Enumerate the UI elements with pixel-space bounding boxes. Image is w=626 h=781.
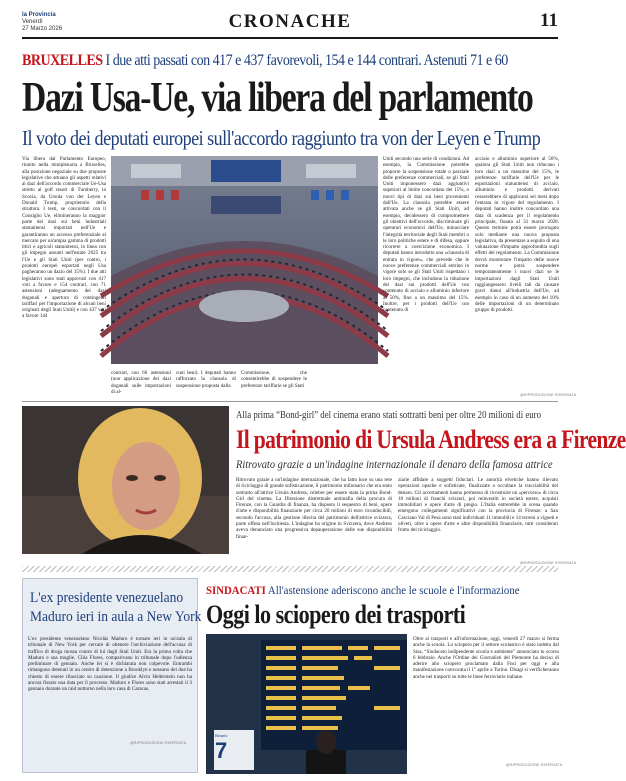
ursula-andress-portrait bbox=[22, 406, 229, 554]
board-label: Binario bbox=[215, 733, 228, 738]
parliament-photo bbox=[111, 156, 378, 364]
article2-subtitle: Ritrovato grazie a un'indagine internazionale il denaro della famosa attrice bbox=[236, 457, 553, 471]
issue-date: 27 Marzo 2026 bbox=[22, 26, 63, 32]
article2-title: Il patrimonio di Ursula Andress era a Firenze bbox=[236, 425, 626, 454]
article3-title-line2: Maduro ieri in aula a New York bbox=[30, 609, 202, 625]
article1-kicker-text: I due atti passati con 417 e 437 favorevoli, 154 e 144 contrari. Astenuti 71 e 60 bbox=[105, 52, 508, 69]
page-number: 11 bbox=[540, 10, 558, 31]
article1-col6: acciaio e alluminio superiore al 50%, qualora gli Stati Uniti non riducano i loro dazi a un massimo del 15%, le preferenze tariffarie dell'Ue per le esportazioni statunitensi di acciaio, alluminio e prodotti derivati cesserebbero di applicarsi sei mesi dopo l'entrata in vigore del regolamento. I deputati hanno inoltre concordato una data di scadenza per il regolamento principale, fissata al 31 marzo 2028. Questo termine potrà essere prorogato solo mediante una nuova proposta legislativa, da presentare a seguito di una valutazione d'impatto approfondita sugli effetti del regolamento. La Commissione dovrà monitorare l'impatto delle nuove norme e potrà sospendere temporaneamente i nuovi dazi se le importazioni dagli Stati Uniti raggiungessero livelli tali da causare gravi danni all'industria dell'Ue, ad esempio in caso di un aumento del 10% delle importazioni di un determinato gruppo di prodotti. bbox=[475, 156, 559, 314]
board-number: 7 bbox=[215, 738, 228, 763]
article1-col2: contrari, con 60 astensioni (non applicazione dei dazi doganali sulle importazioni di al- bbox=[111, 370, 171, 395]
article3-title-line1: L'ex presidente venezuelano bbox=[30, 590, 184, 606]
article2-col1: Ritrovato grazie a un'indagine internazionale, che ha fatto luce su una rete di riciclaggio di grande sofisticazione, il patrimonio milionario che era stato sottratto all'attrice Ursula Andress, celebre per essere stata la prima Bond-Girl del cinema. La Direzione distrettuale antimafia della procura di Firenze, con la Guardia di finanza, ha disposto il sequestro di beni, opere d'arte e disponibilità finanziarie per circa 20 milioni di euro riconducibili, secondo l'accusa, alla gestione illecita del patrimonio dell'attrice svizzera, parte offesa nell'inchiesta. L'indagine ha origine in Svizzera, dove Andress aveva denunciato una progressiva depauperazione delle sue disponibilità finan- bbox=[236, 477, 392, 540]
separator-hatch bbox=[22, 566, 558, 572]
parliament-hemicycle-image bbox=[111, 156, 378, 364]
article1-col3: cuni beni). I deputati hanno rafforzato la clausola di sospensione proposta dalla bbox=[176, 370, 236, 389]
article4-kicker-text: All'astensione aderiscono anche le scuole e l'informazione bbox=[267, 583, 520, 597]
article2-col2: ziarie affidate a soggetti fiduciari. Le autorità elvetiche hanno rilevato operazioni opache e sofisticate, finalizzate a occultare la tracciabilità del denaro. Gli accertamenti hanno permesso di ricostruire un «percorso» di circa 18 milioni di franchi svizzeri, poi reinvestiti in società estere, acquisti immobiliari e opere d'arte di pregio. L'Italia entrerebbe in scena quando emergono collegamenti significativi con la provincia di Firenze: a San Casciano Val di Pesa sono stati individuati 11 immobili e 14 terreni a vigneti e oliveti, oltre a opere d'arte e altre disponibilità finanziarie, tutti considerati frutto del riciclaggio. bbox=[398, 477, 558, 534]
article1-col4: Commissione, che consentirebbe di sospendere le preferenze tariffarie se gli Stati bbox=[241, 370, 307, 389]
article4-kicker: SINDACATI bbox=[206, 583, 266, 597]
article4-body: Oltre ai trasporti e all'informazione, oggi, venerdì 27 marzo si ferma anche la scuola. Lo sciopero per il settore scolastico è stato indetto dal Sisa, “Sindacato indipendente scuola e ambiente” annunciato lo scorso 6 febbraio. Anche l'Ordine dei Giornalisti del Piemonte ha deciso di aderire allo sciopero proclamato dalla Fnsi per oggi e alla manifestazione convocata il 1° aprile a Torino. Disagi si verificheranno anche nei trasporti su tutte le linee ferroviarie italiane. bbox=[413, 636, 559, 680]
article1-kicker-line bbox=[22, 52, 508, 70]
departures-board-image bbox=[206, 634, 407, 774]
section-title: CRONACHE bbox=[228, 11, 352, 32]
article1-photo-credit: @RIPRODUZIONE RISERVATA bbox=[520, 393, 577, 397]
article1-kicker: BRUXELLES bbox=[22, 52, 103, 69]
article4-credit: @RIPRODUZIONE RISERVATA bbox=[506, 763, 563, 767]
article1-title: Dazi Usa-Ue, via libera del parlamento bbox=[22, 75, 533, 121]
article2-photo-credit: @RIPRODUZIONE RISERVATA bbox=[520, 561, 577, 565]
article1-subtitle: Il voto dei deputati europei sull'accordo raggiunto tra von der Leyen e Trump bbox=[22, 126, 541, 150]
article2-kicker: Alla prima “Bond-girl” del cinema erano stati sottratti beni per oltre 20 milioni di euro bbox=[236, 410, 541, 421]
article1-col5: Uniti secondo una serie di condizioni. Ad esempio, la Commissione potrebbe proporre la sospensione totale o parziale delle preferenze commerciali, se gli Stati Uniti imponessero dazi aggiuntivi superiori al limite concordato del 15%, o nuovi tipi di dazi sui beni provenienti dall'Ue. La clausola potrebbe essere attivata anche se gli Stati Uniti, ad esempio, decidessero di compromettere gli obiettivi dell'accordo, discriminare gli operatori economici dell'Ue, minacciare l'integrità territoriale degli Stati membri o le loro politiche estere e di difesa, oppure ricorrere a coercizione economica. I deputati hanno introdotto una «clausola di entrata in vigore», che prevede che le nuove preferenze commerciali entrino in vigore solo se gli Stati Uniti rispettano i loro impegni, che includono la riduzione dei dazi sui prodotti dell'Ue con contenuto di acciaio e alluminio inferiore al 50%, fino a un massimo del 15%. Inoltre, per i prodotti dell'Ue con contenuto di bbox=[383, 156, 469, 314]
departures-photo bbox=[206, 634, 407, 774]
article3-body: L'ex presidente venezuelano Nicolás Maduro è tornato ieri in un'aula di tribunale di New York per cercare di ottenere l'archiviazione dell'accusa di traffico di droga mossa contro di lui dagli Stati Uniti. Era la prima volta che Maduro e sua moglie, Cilia Flores, comparivano in tribunale dopo l'udienza preliminare di gennaio. Anche lei si è dichiarata non colpevole. Entrambi rimangono detenuti in un centro di detenzione a Brooklyn e nessuno dei due ha chiesto di essere rilasciato su cauzione. Il giudice Alvin Hellerstein non ha ancora fissato una data per il processo. Maduro e Flores sono stati arrestati il 3 gennaio durante un raid notturno nella loro casa di Caracas. bbox=[28, 636, 192, 693]
article1-bottom-rule bbox=[22, 401, 558, 402]
article3-credit: @RIPRODUZIONE RISERVATA bbox=[130, 741, 187, 745]
article1-col1: Via libera dal Parlamento Europeo, riunito nella miniplenaria a Bruxelles, alla posizione negoziale su due proposte legislative che attuano gli aspetti relativi ai dazi dell'accordo commerciale Ue-Usa stretto al golf resort di Turnberry, in Scozia, da Ursula von der Leyen e Donald Trump, proprietario della struttura. I testi, se concordati con il Consiglio Ue, elimineranno la maggior parte dei dazi sui beni industriali statunitensi importati nell'Ue e garantiranno un accesso preferenziale al mercato per un'ampia gamma di prodotti ittici e agricoli statunitensi, in linea con gli impegni assunti nell'estate 2025 tra l'Ue e gli Stati Uniti (per contro, i prodotti europei esportati negli Usa pagheranno un dazio del 15%). I due atti legislativi sono stati approvati con 417 voti a favore e 154 contrari, con 71 astensioni (adeguamento dei dazi doganali e apertura di contingenti tariffari per l'importazione di alcuni beni originari degli Stati Uniti) e con 437 voti a favore 144 bbox=[22, 156, 106, 320]
issue-day: Venerdì bbox=[22, 19, 43, 25]
masthead-rule bbox=[22, 37, 558, 39]
article4-title: Oggi lo sciopero dei trasporti bbox=[206, 600, 466, 629]
paper-name: la Provincia bbox=[22, 12, 56, 18]
article4-kicker-line bbox=[206, 583, 520, 598]
andress-photo bbox=[22, 406, 229, 554]
